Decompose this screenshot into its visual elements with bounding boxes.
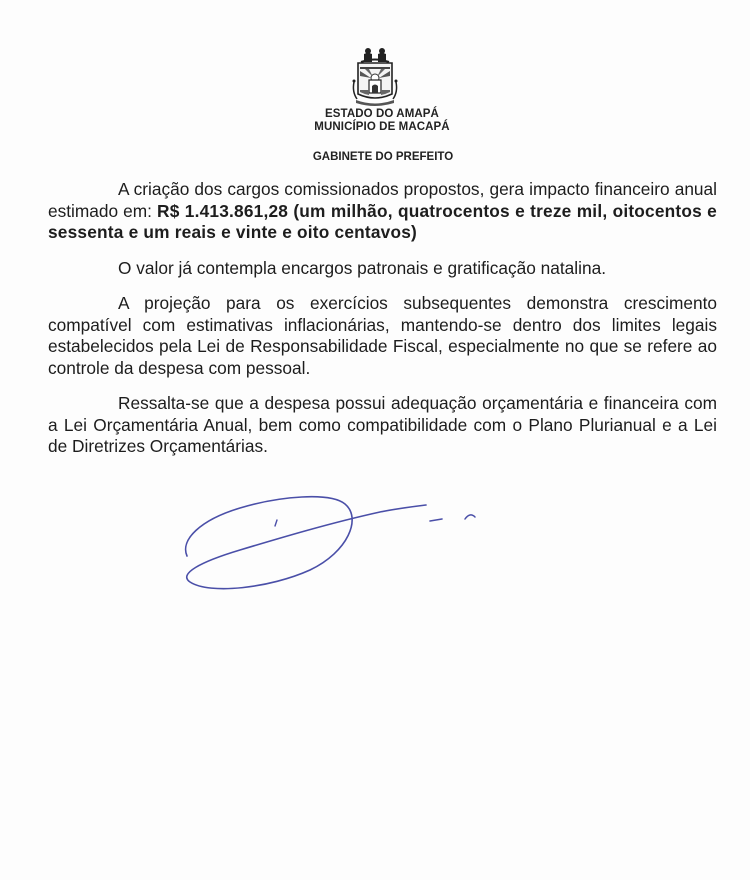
office-title: GABINETE DO PREFEITO xyxy=(312,151,454,163)
state-name: ESTADO DO AMAPÁ xyxy=(325,108,439,120)
signature-tick xyxy=(275,520,277,526)
paragraph-projection: A projeção para os exercícios subsequentes demonstra crescimento compatível com estimativas inflacionárias, mantendo-se dentro dos limites legais estabelecidos pela Lei de Responsabilidade Fiscal, especialmente no que se refere ao controle da despesa com pessoal. xyxy=(48,293,717,378)
signature-hook xyxy=(465,515,475,519)
signature-dash xyxy=(430,519,442,521)
coat-of-arms-icon xyxy=(349,46,401,108)
letterhead xyxy=(0,46,750,134)
paragraph-budget-adequacy: Ressalta-se que a despesa possui adequação orçamentária e financeira com a Lei Orçamentária Anual, bem como compatibilidade com o Plano Plurianual e a Lei de Diretrizes Orçamentárias. xyxy=(48,393,717,456)
paragraph-financial-impact xyxy=(48,179,717,244)
document-body xyxy=(48,179,717,472)
signature-icon xyxy=(170,490,490,600)
paragraph-charges: O valor já contempla encargos patronais e gratificação natalina. xyxy=(118,257,606,278)
municipality-name: MUNICÍPIO DE MACAPÁ xyxy=(314,121,450,133)
impact-intro: A criação dos cargos comissionados propostos, gera impacto financeiro anual estimado em: xyxy=(48,179,717,221)
impact-amount: R$ 1.413.861,28 (um milhão, quatrocentos e treze mil, oitocentos e sessenta e um reais e vinte e oito centavos) xyxy=(48,200,717,242)
signature-loop xyxy=(186,497,426,589)
